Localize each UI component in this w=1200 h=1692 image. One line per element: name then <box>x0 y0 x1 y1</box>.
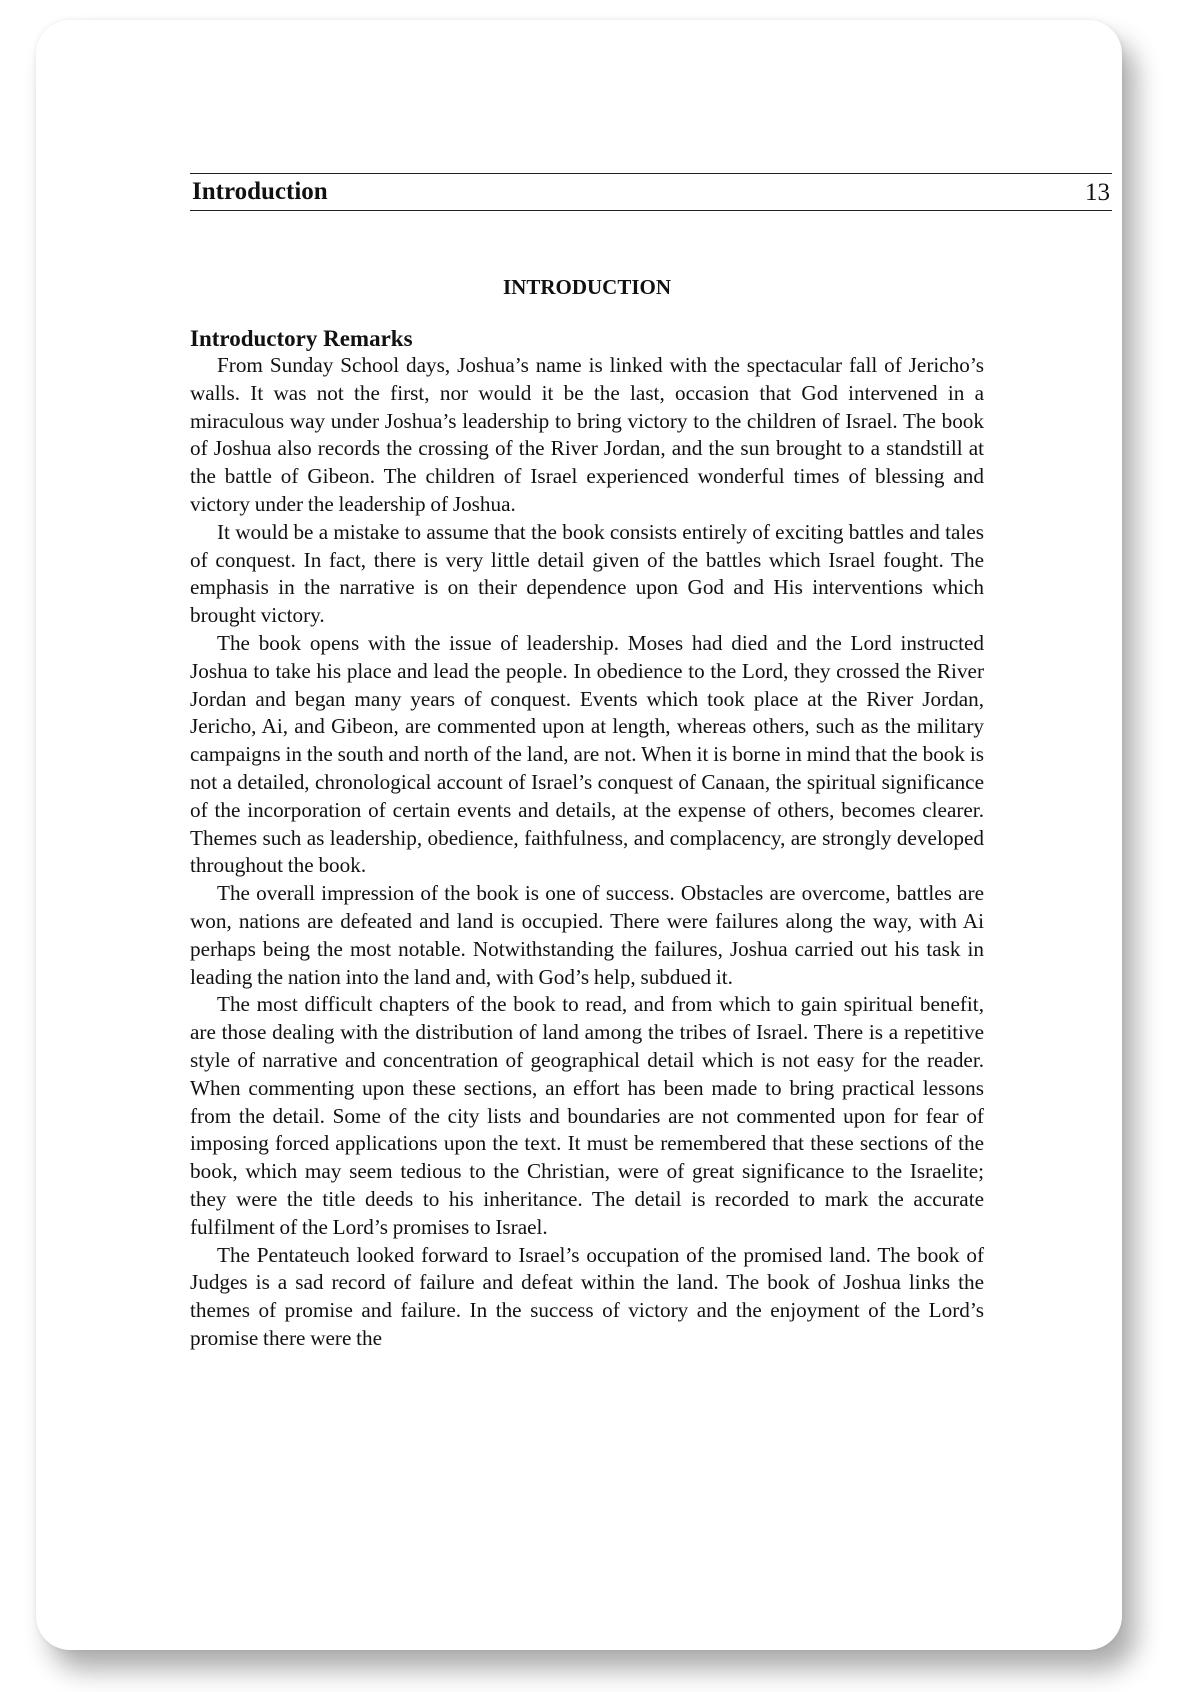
paragraph: It would be a mistake to assume that the book consists entirely of exciting battles and tales of conquest. In fact, there is very little detail given of the battles which Israel fought. The emphasis in the narrative is on their dependence upon God and His interventions which brought victory. <box>190 519 984 628</box>
body-text <box>190 352 984 1353</box>
paragraph: From Sunday School days, Joshua’s name is linked with the spectacular fall of Jericho’s walls. It was not the first, nor would it be the last, occasion that God intervened in a miraculous way under Joshua’s leadership to bring victory to the children of Israel. The book of Joshua also records the crossing of the River Jordan, and the sun brought to a standstill at the battle of Gibeon. The children of Israel experienced wonderful times of blessing and victory under the leadership of Joshua. <box>190 353 984 516</box>
paragraph: The most difficult chapters of the book to read, and from which to gain spiritual benefit, are those dealing with the distribution of land among the tribes of Israel. There is a repetitive style of narrative and concentration of geographical detail which is not easy for the reader. When commenting upon these sections, an effort has been made to bring practical lessons from the detail. Some of the city lists and boundaries are not commented upon for fear of imposing forced applications upon the text. It must be remembered that these sections of the book, which may seem tedious to the Christian, were of great significance to the Israelite; they were the title deeds to his inheritance. The detail is recorded to mark the accurate fulfilment of the Lord’s promises to Israel. <box>190 992 984 1239</box>
running-header-title: Introduction <box>192 178 328 205</box>
paragraph: The Pentateuch looked forward to Israel’s occupation of the promised land. The book of Judges is a sad record of failure and defeat within the land. The book of Joshua links the themes of promise and failure. In the success of victory and the enjoyment of the Lord’s promise there were the <box>190 1242 984 1350</box>
running-header <box>190 173 1112 211</box>
chapter-title: INTRODUCTION <box>502 275 672 299</box>
book-page <box>36 20 1122 1650</box>
paragraph: The book opens with the issue of leadership. Moses had died and the Lord instructed Joshua to take his place and lead the people. In obedience to the Lord, they crossed the River Jordan and began many years of conquest. Events which took place at the River Jordan, Jericho, Ai, and Gibeon, are commented upon at length, whereas others, such as the military campaigns in the south and north of the land, are not. When it is borne in mind that the book is not a detailed, chronological account of Israel’s conquest of Canaan, the spiritual significance of the incorporation of certain events and details, at the expense of others, becomes clearer. Themes such as leadership, obedience, faithfulness, and complacency, are strongly developed throughout the book. <box>190 630 984 878</box>
section-heading: Introductory Remarks <box>190 326 413 351</box>
page-number: 13 <box>1085 179 1110 206</box>
paragraph: The overall impression of the book is one of success. Obstacles are overcome, battles are won, nations are defeated and land is occupied. There were failures along the way, with Ai perhaps being the most notable. Notwithstanding the failures, Joshua carried out his task in leading the nation into the land and, with God’s help, subdued it. <box>190 881 984 989</box>
